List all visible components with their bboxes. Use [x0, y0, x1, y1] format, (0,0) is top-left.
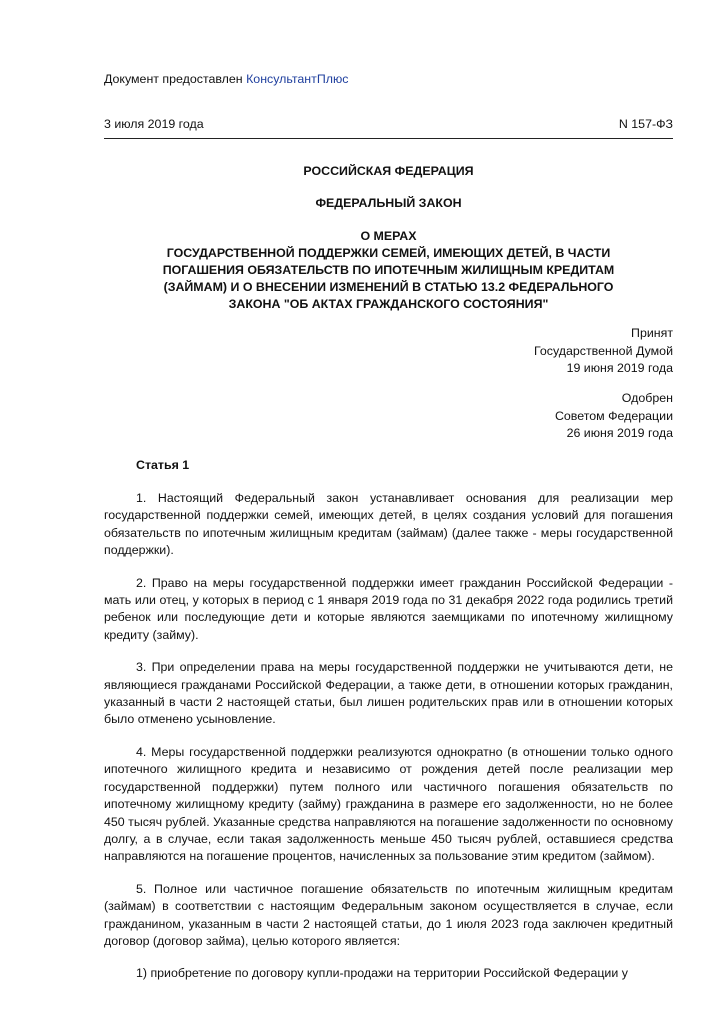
law-title-line: (ЗАЙМАМ) И О ВНЕСЕНИИ ИЗМЕНЕНИЙ В СТАТЬЮ 13.2 ФЕДЕРАЛЬНОГО	[163, 280, 614, 294]
law-title-line: О МЕРАХ	[360, 229, 417, 243]
law-title	[104, 228, 673, 313]
article-paragraph: 1. Настоящий Федеральный закон устанавливает основания для реализации мер государственной поддержки семей, имеющих детей, в целях создания условий для погашения обязательств по ипотечным жилищным кредитам (займам) (далее также - меры государственной поддержки).	[104, 491, 673, 558]
date-number-line	[104, 117, 673, 131]
article-paragraph: 3. При определении права на меры государственной поддержки не учитываются дети, не являющиеся гражданами Российской Федерации, а также дети, в отношении которых гражданин, указанный в части 2 настоящей статьи, был лишен родительских прав или в отношении которых было отменено усыновление.	[104, 660, 673, 727]
adopted-line: 19 июня 2019 года	[566, 361, 673, 375]
law-title-line: ЗАКОНА "ОБ АКТАХ ГРАЖДАНСКОГО СОСТОЯНИЯ"	[228, 297, 549, 311]
law-title-line: ГОСУДАРСТВЕННОЙ ПОДДЕРЖКИ СЕМЕЙ, ИМЕЮЩИХ ДЕТЕЙ, В ЧАСТИ	[166, 246, 611, 260]
provider-prefix: Документ предоставлен	[104, 72, 243, 86]
article-heading: Статья 1	[136, 458, 190, 472]
adopted-line: Принят	[631, 326, 673, 340]
federation-heading: РОССИЙСКАЯ ФЕДЕРАЦИЯ	[303, 164, 474, 178]
article-paragraph: 2. Право на меры государственной поддержки имеет гражданин Российской Федерации - мать или отец, у которых в период с 1 января 2019 года по 31 декабря 2022 года родились третий ребенок или последующие дети и которые являются заемщиками по ипотечному жилищному кредиту (займу).	[104, 575, 673, 642]
provider-line	[104, 72, 348, 86]
approved-block	[555, 390, 673, 443]
article-paragraph: 5. Полное или частичное погашение обязательств по ипотечным жилищным кредитам (займам) в соответствии с настоящим Федеральным законом осуществляется в случае, если гражданином, указанным в части 2 настоящей статьи, до 1 июля 2023 года заключен кредитный договор (договор займа), целью которого является:	[104, 881, 673, 948]
adopted-block	[534, 325, 673, 378]
approved-line: 26 июня 2019 года	[566, 426, 673, 440]
approved-line: Одобрен	[621, 391, 673, 405]
law-number: N 157-ФЗ	[618, 117, 673, 131]
law-type-heading: ФЕДЕРАЛЬНЫЙ ЗАКОН	[315, 196, 462, 210]
article-paragraph: 1) приобретение по договору купли-продажи на территории Российской Федерации у	[136, 966, 628, 981]
article-paragraph: 4. Меры государственной поддержки реализуются однократно (в отношении только одного ипотечного жилищного кредита и независимо от рождения детей после реализации мер государственной поддержки) путем полного или частичного погашения обязательств по ипотечному жилищному кредиту (займу) гражданина в размере его задолженности, но не более 450 тысяч рублей. Указанные средства направляются на погашение задолженности по основному долгу, а в случае, если такая задолженность меньше 450 тысяч рублей, оставшиеся средства направляются на погашение процентов, начисленных за пользование этим кредитом (займом).	[104, 744, 673, 864]
approved-line: Советом Федерации	[554, 408, 673, 423]
header-divider	[104, 138, 673, 139]
provider-brand-link[interactable]: КонсультантПлюс	[246, 72, 349, 86]
article-body	[104, 490, 673, 998]
law-date: 3 июля 2019 года	[104, 117, 204, 131]
adopted-line: Государственной Думой	[534, 343, 673, 358]
law-title-line: ПОГАШЕНИЯ ОБЯЗАТЕЛЬСТВ ПО ИПОТЕЧНЫМ ЖИЛИЩНЫМ КРЕДИТАМ	[162, 263, 615, 277]
